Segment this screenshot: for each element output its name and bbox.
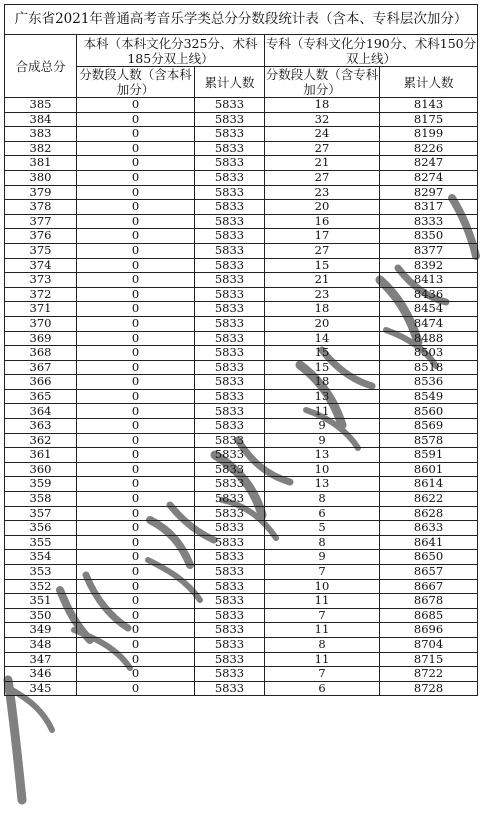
- cell-undergrad-cumulative: 5833: [195, 302, 265, 317]
- cell-college-count: 18: [265, 375, 380, 390]
- table-row: [5, 681, 478, 696]
- cell-college-cumulative: 8614: [380, 477, 478, 492]
- cell-undergrad-count: 0: [77, 316, 195, 331]
- cell-college-count: 21: [265, 273, 380, 288]
- cell-college-cumulative: 8578: [380, 433, 478, 448]
- header-undergrad: 本科（本科文化分325分、术科185分双上线）: [77, 35, 265, 67]
- cell-undergrad-cumulative: 5833: [195, 258, 265, 273]
- cell-undergrad-cumulative: 5833: [195, 273, 265, 288]
- table-row: [5, 550, 478, 565]
- cell-undergrad-count: 0: [77, 667, 195, 682]
- cell-undergrad-count: 0: [77, 565, 195, 580]
- cell-score: 355: [5, 535, 77, 550]
- cell-score: 362: [5, 433, 77, 448]
- cell-undergrad-count: 0: [77, 652, 195, 667]
- cell-college-count: 21: [265, 156, 380, 171]
- cell-undergrad-count: 0: [77, 112, 195, 127]
- cell-undergrad-cumulative: 5833: [195, 127, 265, 142]
- cell-undergrad-count: 0: [77, 506, 195, 521]
- header-score: 合成总分: [5, 35, 77, 98]
- cell-score: 358: [5, 492, 77, 507]
- cell-college-cumulative: 8518: [380, 360, 478, 375]
- cell-college-cumulative: 8704: [380, 637, 478, 652]
- cell-college-count: 8: [265, 492, 380, 507]
- table-row: [5, 331, 478, 346]
- cell-score: 377: [5, 214, 77, 229]
- cell-undergrad-count: 0: [77, 141, 195, 156]
- cell-undergrad-count: 0: [77, 492, 195, 507]
- cell-undergrad-count: 0: [77, 360, 195, 375]
- cell-college-cumulative: 8274: [380, 170, 478, 185]
- table-row: [5, 521, 478, 536]
- cell-college-cumulative: 8143: [380, 98, 478, 113]
- cell-college-count: 7: [265, 667, 380, 682]
- cell-college-cumulative: 8601: [380, 462, 478, 477]
- table-row: [5, 287, 478, 302]
- cell-college-cumulative: 8350: [380, 229, 478, 244]
- header-undergrad-count: 分数段人数（含本科加分）: [77, 67, 195, 98]
- table-row: [5, 200, 478, 215]
- cell-undergrad-count: 0: [77, 331, 195, 346]
- cell-score: 349: [5, 623, 77, 638]
- cell-score: 371: [5, 302, 77, 317]
- cell-college-cumulative: 8297: [380, 185, 478, 200]
- cell-score: 345: [5, 681, 77, 696]
- cell-undergrad-count: 0: [77, 287, 195, 302]
- cell-score: 363: [5, 419, 77, 434]
- table-row: [5, 127, 478, 142]
- cell-college-count: 11: [265, 623, 380, 638]
- cell-undergrad-count: 0: [77, 462, 195, 477]
- cell-college-cumulative: 8628: [380, 506, 478, 521]
- table-row: [5, 360, 478, 375]
- table-row: [5, 608, 478, 623]
- cell-undergrad-cumulative: 5833: [195, 623, 265, 638]
- cell-undergrad-count: 0: [77, 550, 195, 565]
- cell-college-cumulative: 8536: [380, 375, 478, 390]
- cell-college-cumulative: 8549: [380, 389, 478, 404]
- cell-undergrad-cumulative: 5833: [195, 550, 265, 565]
- table-row: [5, 258, 478, 273]
- cell-college-count: 5: [265, 521, 380, 536]
- cell-college-cumulative: 8715: [380, 652, 478, 667]
- cell-undergrad-cumulative: 5833: [195, 506, 265, 521]
- table-row: [5, 273, 478, 288]
- cell-college-count: 6: [265, 506, 380, 521]
- cell-college-cumulative: 8377: [380, 243, 478, 258]
- cell-undergrad-count: 0: [77, 229, 195, 244]
- cell-score: 353: [5, 565, 77, 580]
- cell-score: 352: [5, 579, 77, 594]
- table-row: [5, 141, 478, 156]
- cell-undergrad-cumulative: 5833: [195, 141, 265, 156]
- cell-college-cumulative: 8247: [380, 156, 478, 171]
- cell-undergrad-count: 0: [77, 273, 195, 288]
- cell-college-cumulative: 8317: [380, 200, 478, 215]
- header-college-cumulative: 累计人数: [380, 67, 478, 98]
- cell-score: 346: [5, 667, 77, 682]
- cell-undergrad-count: 0: [77, 243, 195, 258]
- cell-college-count: 10: [265, 579, 380, 594]
- cell-undergrad-count: 0: [77, 448, 195, 463]
- cell-undergrad-cumulative: 5833: [195, 521, 265, 536]
- cell-undergrad-cumulative: 5833: [195, 448, 265, 463]
- cell-college-cumulative: 8226: [380, 141, 478, 156]
- cell-college-cumulative: 8436: [380, 287, 478, 302]
- cell-undergrad-count: 0: [77, 681, 195, 696]
- cell-undergrad-cumulative: 5833: [195, 360, 265, 375]
- cell-college-count: 17: [265, 229, 380, 244]
- cell-college-count: 27: [265, 170, 380, 185]
- table-row: [5, 404, 478, 419]
- cell-score: 347: [5, 652, 77, 667]
- table-row: [5, 98, 478, 113]
- cell-undergrad-cumulative: 5833: [195, 579, 265, 594]
- cell-undergrad-cumulative: 5833: [195, 346, 265, 361]
- cell-college-cumulative: 8641: [380, 535, 478, 550]
- cell-undergrad-cumulative: 5833: [195, 229, 265, 244]
- cell-college-cumulative: 8722: [380, 667, 478, 682]
- cell-undergrad-cumulative: 5833: [195, 667, 265, 682]
- cell-college-count: 7: [265, 608, 380, 623]
- cell-undergrad-cumulative: 5833: [195, 565, 265, 580]
- cell-college-count: 16: [265, 214, 380, 229]
- cell-college-cumulative: 8685: [380, 608, 478, 623]
- cell-college-count: 10: [265, 462, 380, 477]
- cell-score: 382: [5, 141, 77, 156]
- cell-score: 374: [5, 258, 77, 273]
- cell-college-cumulative: 8728: [380, 681, 478, 696]
- cell-undergrad-count: 0: [77, 156, 195, 171]
- cell-score: 354: [5, 550, 77, 565]
- cell-undergrad-count: 0: [77, 404, 195, 419]
- cell-college-count: 9: [265, 550, 380, 565]
- cell-college-cumulative: 8667: [380, 579, 478, 594]
- cell-college-count: 13: [265, 477, 380, 492]
- cell-score: 367: [5, 360, 77, 375]
- cell-college-cumulative: 8657: [380, 565, 478, 580]
- cell-college-cumulative: 8678: [380, 594, 478, 609]
- cell-college-count: 23: [265, 287, 380, 302]
- cell-college-count: 15: [265, 258, 380, 273]
- table-row: [5, 667, 478, 682]
- cell-college-cumulative: 8474: [380, 316, 478, 331]
- cell-college-count: 23: [265, 185, 380, 200]
- table-row: [5, 112, 478, 127]
- cell-college-count: 11: [265, 594, 380, 609]
- cell-undergrad-count: 0: [77, 375, 195, 390]
- cell-undergrad-cumulative: 5833: [195, 594, 265, 609]
- table-row: [5, 637, 478, 652]
- cell-college-cumulative: 8333: [380, 214, 478, 229]
- cell-score: 368: [5, 346, 77, 361]
- cell-undergrad-cumulative: 5833: [195, 243, 265, 258]
- cell-undergrad-count: 0: [77, 521, 195, 536]
- table-row: [5, 316, 478, 331]
- cell-undergrad-count: 0: [77, 302, 195, 317]
- header-undergrad-cumulative: 累计人数: [195, 67, 265, 98]
- table-row: [5, 185, 478, 200]
- cell-college-count: 15: [265, 346, 380, 361]
- cell-college-cumulative: 8569: [380, 419, 478, 434]
- cell-score: 373: [5, 273, 77, 288]
- cell-college-cumulative: 8392: [380, 258, 478, 273]
- table-row: [5, 214, 478, 229]
- table-title-row: [5, 5, 478, 35]
- cell-college-count: 14: [265, 331, 380, 346]
- table-row: [5, 477, 478, 492]
- cell-score: 361: [5, 448, 77, 463]
- cell-score: 364: [5, 404, 77, 419]
- table-row: [5, 652, 478, 667]
- cell-undergrad-cumulative: 5833: [195, 112, 265, 127]
- cell-college-count: 32: [265, 112, 380, 127]
- cell-undergrad-cumulative: 5833: [195, 375, 265, 390]
- table-row: [5, 243, 478, 258]
- table-row: [5, 419, 478, 434]
- cell-college-count: 11: [265, 652, 380, 667]
- cell-college-count: 20: [265, 200, 380, 215]
- cell-college-cumulative: 8175: [380, 112, 478, 127]
- cell-undergrad-count: 0: [77, 346, 195, 361]
- cell-college-cumulative: 8454: [380, 302, 478, 317]
- table-row: [5, 594, 478, 609]
- cell-undergrad-count: 0: [77, 185, 195, 200]
- header-college-count: 分数段人数（含专科加分）: [265, 67, 379, 97]
- cell-score: 372: [5, 287, 77, 302]
- cell-college-cumulative: 8622: [380, 492, 478, 507]
- cell-score: 366: [5, 375, 77, 390]
- cell-score: 357: [5, 506, 77, 521]
- cell-undergrad-count: 0: [77, 535, 195, 550]
- cell-undergrad-cumulative: 5833: [195, 170, 265, 185]
- cell-undergrad-count: 0: [77, 170, 195, 185]
- cell-undergrad-cumulative: 5833: [195, 433, 265, 448]
- cell-college-cumulative: 8199: [380, 127, 478, 142]
- cell-undergrad-cumulative: 5833: [195, 492, 265, 507]
- table-row: [5, 375, 478, 390]
- cell-undergrad-cumulative: 5833: [195, 185, 265, 200]
- cell-college-cumulative: 8696: [380, 623, 478, 638]
- cell-college-count: 13: [265, 389, 380, 404]
- cell-score: 370: [5, 316, 77, 331]
- table-row: [5, 448, 478, 463]
- cell-undergrad-count: 0: [77, 579, 195, 594]
- table-row: [5, 506, 478, 521]
- table-body: [5, 98, 478, 696]
- table-row: [5, 346, 478, 361]
- table-row: [5, 535, 478, 550]
- cell-score: 385: [5, 98, 77, 113]
- cell-score: 356: [5, 521, 77, 536]
- cell-undergrad-cumulative: 5833: [195, 608, 265, 623]
- score-distribution-table: [4, 4, 478, 696]
- table-row: [5, 302, 478, 317]
- cell-undergrad-cumulative: 5833: [195, 98, 265, 113]
- cell-score: 376: [5, 229, 77, 244]
- cell-college-count: 24: [265, 127, 380, 142]
- cell-college-cumulative: 8503: [380, 346, 478, 361]
- cell-score: 383: [5, 127, 77, 142]
- cell-college-count: 18: [265, 302, 380, 317]
- cell-college-count: 18: [265, 98, 380, 113]
- cell-score: 378: [5, 200, 77, 215]
- table-row: [5, 389, 478, 404]
- cell-undergrad-count: 0: [77, 214, 195, 229]
- cell-undergrad-count: 0: [77, 419, 195, 434]
- cell-undergrad-count: 0: [77, 200, 195, 215]
- cell-score: 348: [5, 637, 77, 652]
- cell-college-cumulative: 8633: [380, 521, 478, 536]
- cell-undergrad-cumulative: 5833: [195, 331, 265, 346]
- cell-undergrad-count: 0: [77, 433, 195, 448]
- table-row: [5, 156, 478, 171]
- cell-undergrad-cumulative: 5833: [195, 214, 265, 229]
- header-row-1: [5, 35, 478, 67]
- cell-undergrad-cumulative: 5833: [195, 477, 265, 492]
- cell-college-count: 27: [265, 243, 380, 258]
- cell-undergrad-count: 0: [77, 258, 195, 273]
- cell-score: 365: [5, 389, 77, 404]
- cell-score: 379: [5, 185, 77, 200]
- table-row: [5, 579, 478, 594]
- cell-college-count: 8: [265, 637, 380, 652]
- cell-score: 351: [5, 594, 77, 609]
- cell-college-cumulative: 8650: [380, 550, 478, 565]
- cell-undergrad-cumulative: 5833: [195, 419, 265, 434]
- header-college: 专科（专科文化分190分、术科150分双上线）: [265, 35, 477, 66]
- cell-college-count: 27: [265, 141, 380, 156]
- cell-college-count: 13: [265, 448, 380, 463]
- cell-undergrad-cumulative: 5833: [195, 404, 265, 419]
- table-row: [5, 492, 478, 507]
- cell-score: 350: [5, 608, 77, 623]
- table-row: [5, 170, 478, 185]
- cell-college-cumulative: 8488: [380, 331, 478, 346]
- cell-college-count: 11: [265, 404, 380, 419]
- cell-score: 381: [5, 156, 77, 171]
- cell-college-cumulative: 8413: [380, 273, 478, 288]
- cell-undergrad-cumulative: 5833: [195, 200, 265, 215]
- cell-college-count: 7: [265, 565, 380, 580]
- cell-undergrad-cumulative: 5833: [195, 681, 265, 696]
- table-row: [5, 623, 478, 638]
- cell-score: 384: [5, 112, 77, 127]
- cell-college-count: 6: [265, 681, 380, 696]
- cell-undergrad-count: 0: [77, 623, 195, 638]
- cell-undergrad-count: 0: [77, 637, 195, 652]
- table-row: [5, 229, 478, 244]
- cell-undergrad-cumulative: 5833: [195, 652, 265, 667]
- cell-undergrad-cumulative: 5833: [195, 156, 265, 171]
- cell-score: 369: [5, 331, 77, 346]
- cell-undergrad-cumulative: 5833: [195, 462, 265, 477]
- cell-undergrad-cumulative: 5833: [195, 287, 265, 302]
- cell-undergrad-count: 0: [77, 389, 195, 404]
- cell-undergrad-cumulative: 5833: [195, 637, 265, 652]
- cell-undergrad-cumulative: 5833: [195, 535, 265, 550]
- table-title: 广东省2021年普通高考音乐学类总分分数段统计表（含本、专科层次加分）: [5, 5, 478, 35]
- cell-undergrad-count: 0: [77, 98, 195, 113]
- cell-college-count: 20: [265, 316, 380, 331]
- cell-undergrad-count: 0: [77, 594, 195, 609]
- cell-score: 375: [5, 243, 77, 258]
- table-row: [5, 565, 478, 580]
- cell-undergrad-count: 0: [77, 127, 195, 142]
- cell-undergrad-count: 0: [77, 608, 195, 623]
- cell-score: 360: [5, 462, 77, 477]
- cell-undergrad-cumulative: 5833: [195, 316, 265, 331]
- cell-college-cumulative: 8560: [380, 404, 478, 419]
- cell-score: 359: [5, 477, 77, 492]
- score-table-container: [4, 4, 477, 696]
- cell-score: 380: [5, 170, 77, 185]
- cell-college-count: 9: [265, 433, 380, 448]
- cell-college-count: 15: [265, 360, 380, 375]
- cell-college-count: 9: [265, 419, 380, 434]
- cell-undergrad-cumulative: 5833: [195, 389, 265, 404]
- table-row: [5, 462, 478, 477]
- cell-college-count: 8: [265, 535, 380, 550]
- cell-college-cumulative: 8591: [380, 448, 478, 463]
- cell-undergrad-count: 0: [77, 477, 195, 492]
- table-row: [5, 433, 478, 448]
